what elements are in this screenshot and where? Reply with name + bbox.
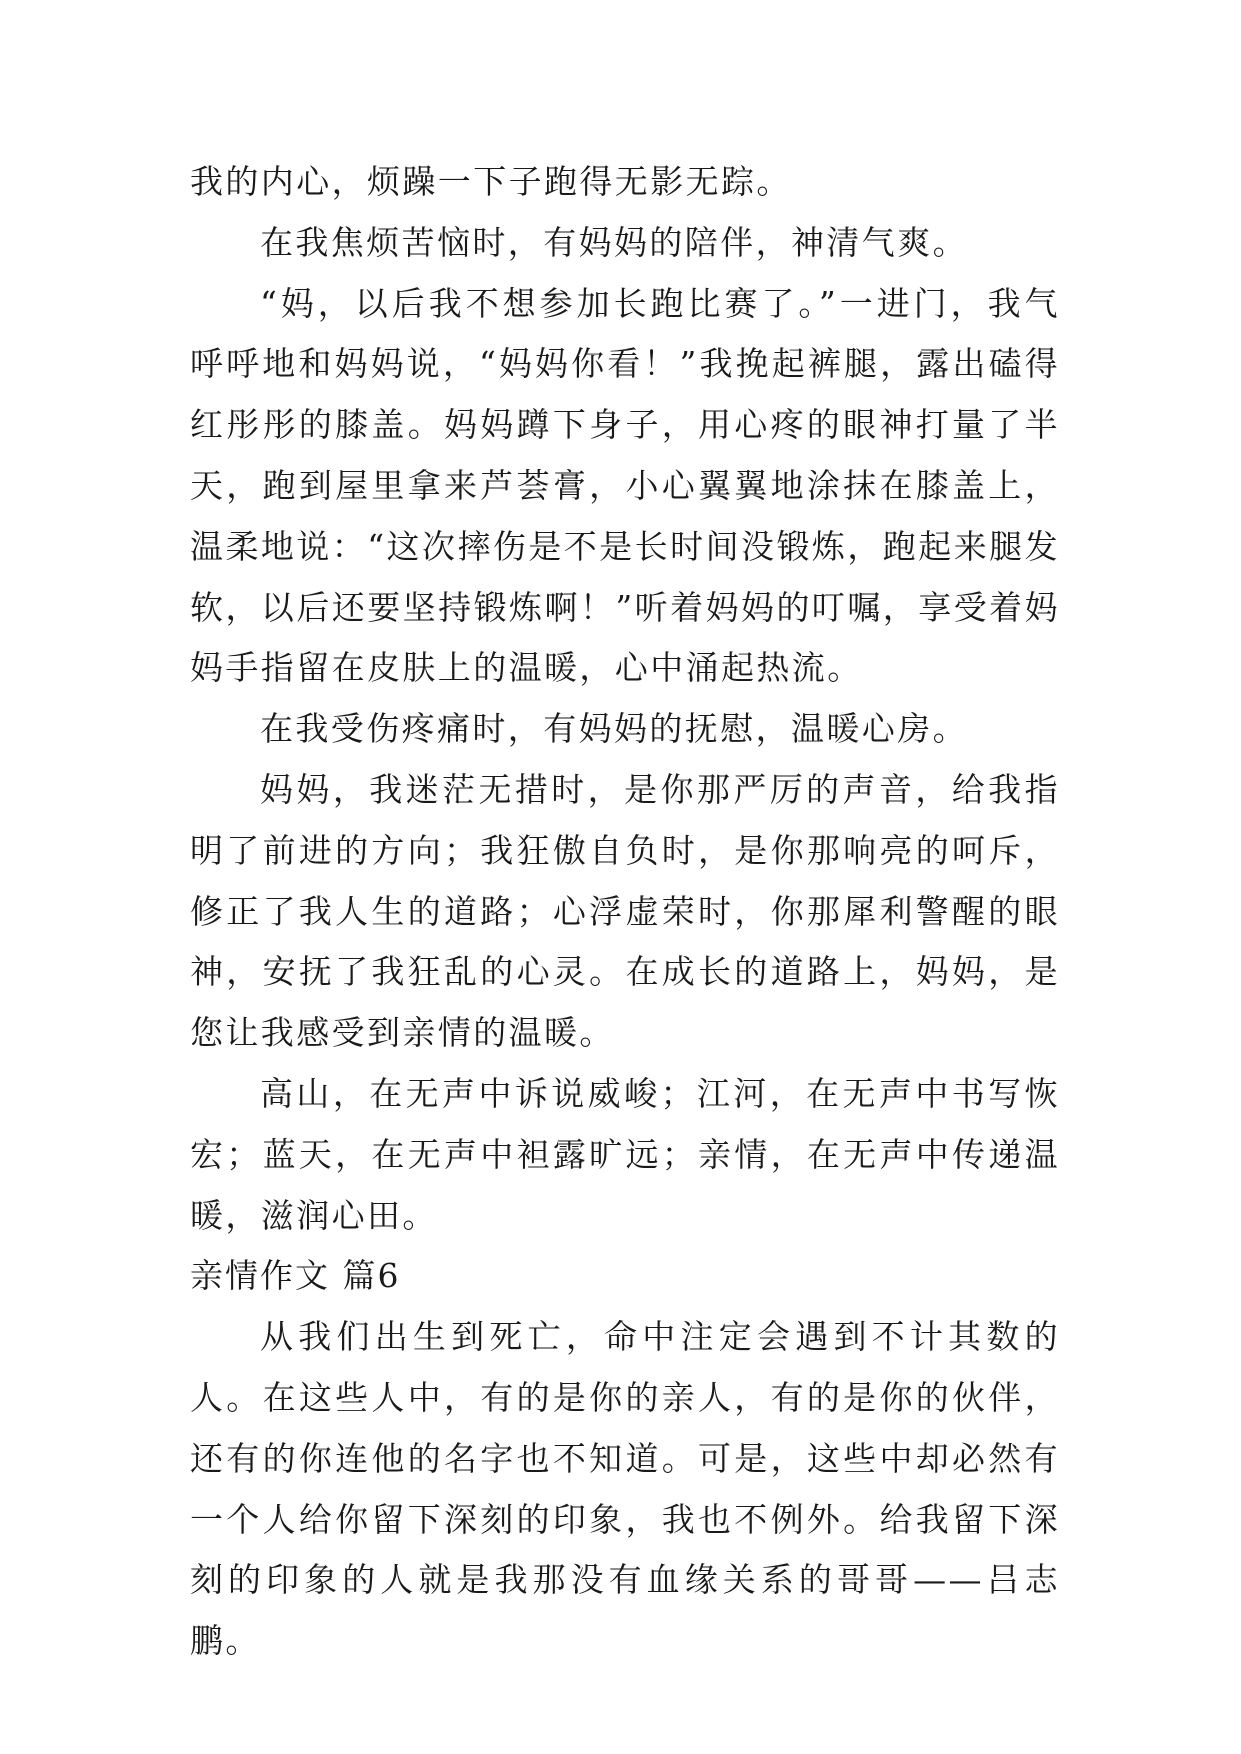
paragraph-continuation: 我的内心，烦躁一下子跑得无影无踪。	[190, 162, 792, 201]
section-heading: 亲情作文 篇6	[190, 1256, 401, 1296]
document-body	[190, 152, 1060, 1672]
paragraph: 在我焦烦苦恼时，有妈妈的陪伴，神清气爽。	[260, 222, 968, 262]
paragraph: “妈，以后我不想参加长跑比赛了。”一进门，我气呼呼地和妈妈说，“妈妈你看！”我挽起裤腿，露出磕得红彤彤的膝盖。妈妈蹲下身子，用心疼的眼神打量了半天，跑到屋里拿来芦荟膏，小心翼翼地涂抹在膝盖上，温柔地说：“这次摔伤是不是长时间没锻炼，跑起来腿发软，以后还要坚持锻炼啊！”听着妈妈的叮嘱，享受着妈妈手指留在皮肤上的温暖，心中涌起热流。	[190, 283, 1060, 688]
paragraph: 妈妈，我迷茫无措时，是你那严厉的声音，给我指明了前进的方向；我狂傲自负时，是你那响亮的呵斥，修正了我人生的道路；心浮虚荣时，你那犀利警醒的眼神，安抚了我狂乱的心灵。在成长的道路上，妈妈，是您让我感受到亲情的温暖。	[190, 769, 1060, 1053]
paragraph: 高山，在无声中诉说威峻；江河，在无声中书写恢宏；蓝天，在无声中袒露旷远；亲情，在无声中传递温暖，滋润心田。	[190, 1073, 1060, 1235]
paragraph: 从我们出生到死亡，命中注定会遇到不计其数的人。在这些人中，有的是你的亲人，有的是你的伙伴，还有的你连他的名字也不知道。可是，这些中却必然有一个人给你留下深刻的印象，我也不例外。给我留下深刻的印象的人就是我那没有血缘关系的哥哥——吕志鹏。	[190, 1317, 1060, 1661]
paragraph: 在我受伤疼痛时，有妈妈的抚慰，温暖心房。	[260, 709, 968, 749]
